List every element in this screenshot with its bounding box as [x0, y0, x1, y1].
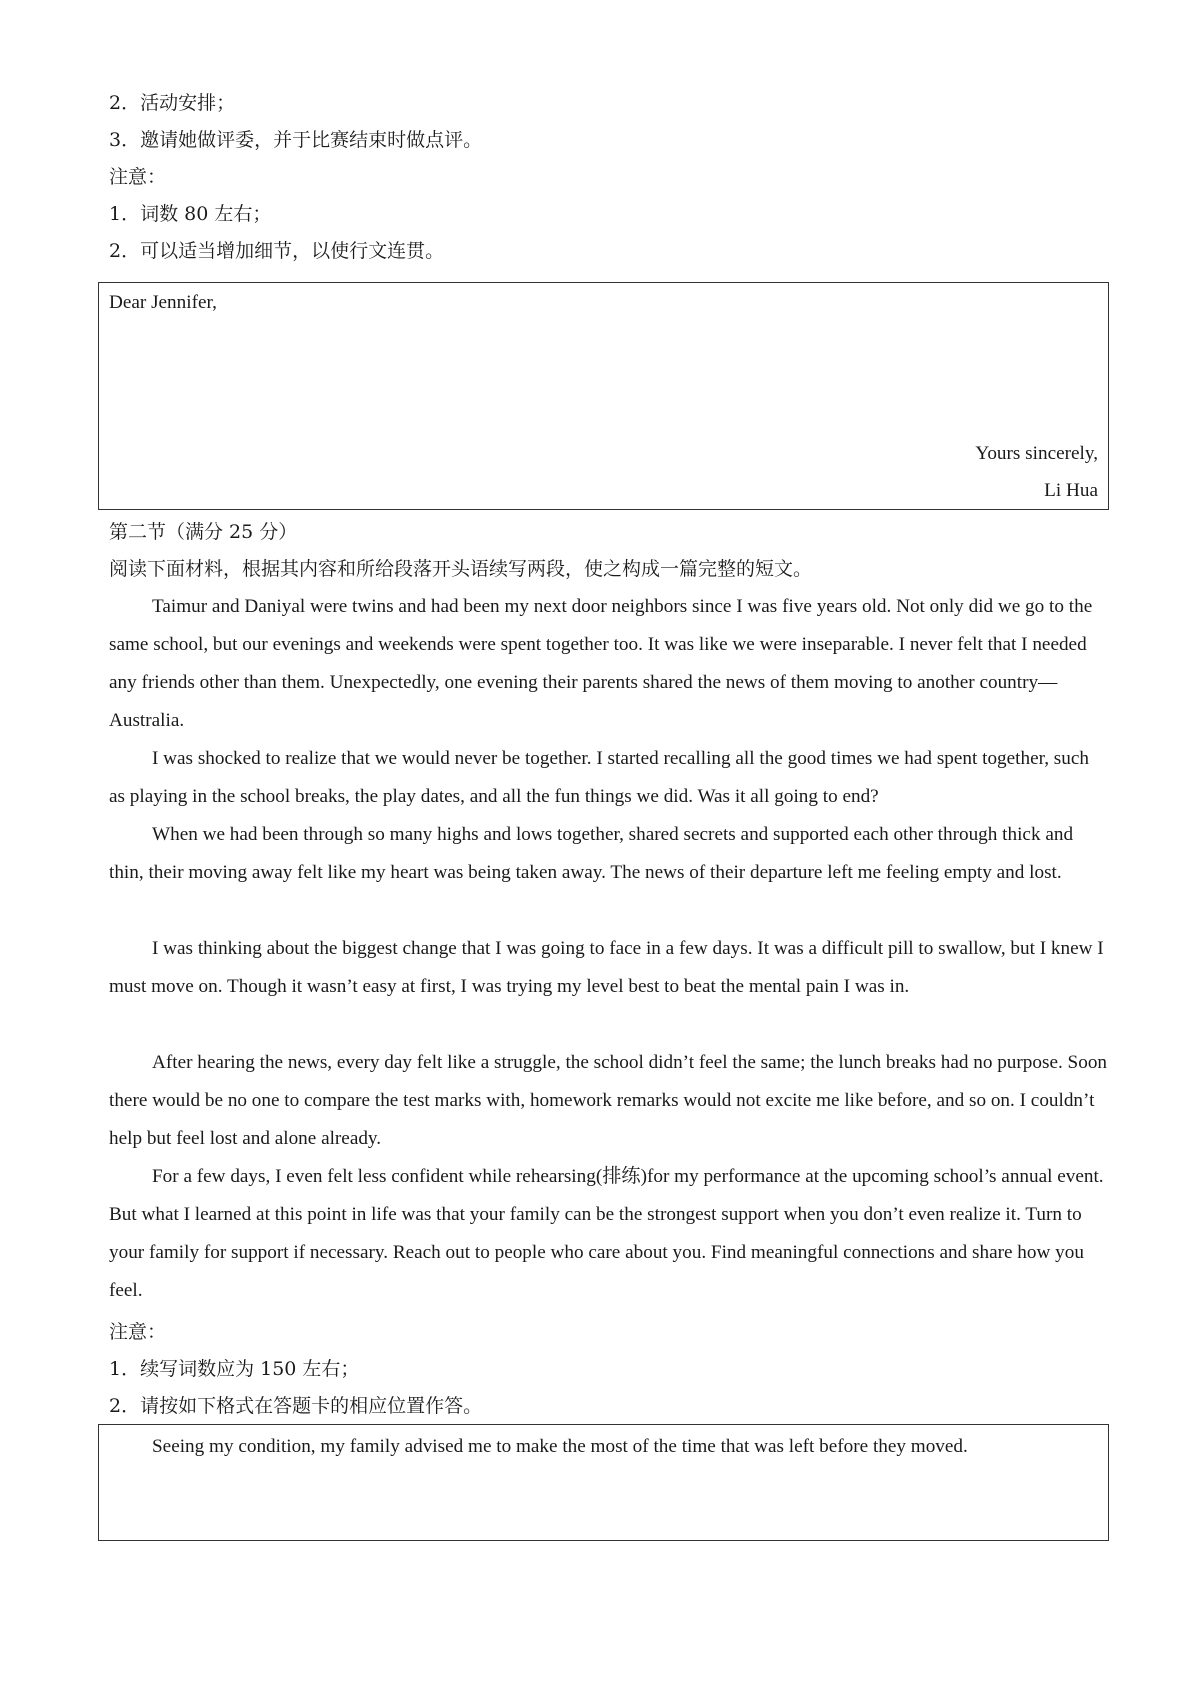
- letter-signature: Li Hua: [1044, 480, 1098, 501]
- letter-answer-box[interactable]: [98, 282, 1109, 510]
- passage-paragraph-6: For a few days, I even felt less confident while rehearsing(排练)for my performance at the upcoming school’s annual event. But what I learned at this point in life was that your family can be the strongest support when you don’t even realize it. Turn to your family for support if necessary. Reach out to people who care about you. Find meaningful connections and share how you feel.: [109, 1166, 1104, 1301]
- notes-label-2: 注意：: [109, 1321, 167, 1343]
- passage-paragraph-3: When we had been through so many highs and lows together, shared secrets and supported each other through thick and thin, their moving away felt like my heart was being taken away. The news of their departure left me feeling empty and lost.: [109, 824, 1074, 883]
- section-instruction: 阅读下面材料，根据其内容和所给段落开头语续写两段，使之构成一篇完整的短文。: [109, 558, 813, 580]
- notes-label: 注意：: [109, 166, 167, 188]
- note-word-count: 1．词数 80 左右；: [109, 203, 272, 225]
- passage-paragraph-4: I was thinking about the biggest change that I was going to face in a few days. It was a difficult pill to swallow, but I knew I must move on. Though it wasn’t easy at first, I was trying my level best to beat the mental pain I was in.: [109, 938, 1104, 997]
- continuation-answer-box[interactable]: [98, 1424, 1109, 1541]
- passage-paragraph-1: Taimur and Daniyal were twins and had been my next door neighbors since I was five years old. Not only did we go to the same school, but our evenings and weekends were spent together too. It was like we were inseparable. I never felt that I needed any friends other than them. Unexpectedly, one evening their parents shared the news of them moving to another country—Australia.: [109, 596, 1093, 731]
- section-heading: 第二节（满分 25 分）: [109, 521, 298, 543]
- note-continuation-word-count: 1．续写词数应为 150 左右；: [109, 1358, 360, 1380]
- task-item-2: 2．活动安排；: [109, 92, 236, 114]
- passage-paragraph-5: After hearing the news, every day felt like a struggle, the school didn’t feel the same; the lunch breaks had no purpose. Soon there would be no one to compare the test marks with, homework remarks would not excite me like before, and so on. I couldn’t help but feel lost and alone already.: [109, 1052, 1108, 1149]
- note-add-details: 2．可以适当增加细节，以使行文连贯。: [109, 240, 445, 262]
- letter-closing: Yours sincerely,: [975, 443, 1098, 464]
- note-answer-format: 2．请按如下格式在答题卡的相应位置作答。: [109, 1395, 483, 1417]
- letter-greeting: Dear Jennifer,: [109, 292, 217, 313]
- task-item-3: 3．邀请她做评委，并于比赛结束时做点评。: [109, 129, 483, 151]
- passage-paragraph-2: I was shocked to realize that we would never be together. I started recalling all the good times we had spent together, such as playing in the school breaks, the play dates, and all the fun things we did. Was it all going to end?: [109, 748, 1089, 807]
- continuation-opening-sentence: Seeing my condition, my family advised me to make the most of the time that was left before they moved.: [152, 1436, 968, 1457]
